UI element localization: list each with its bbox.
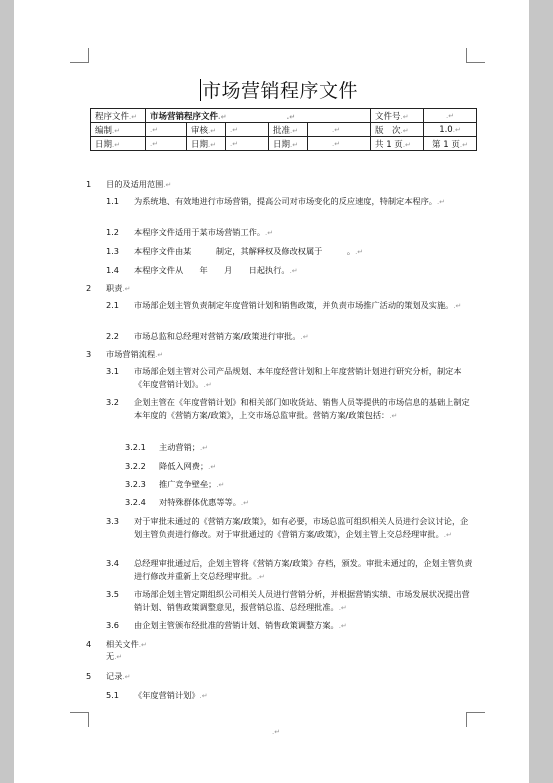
info-cell[interactable]: 编制.↵: [91, 123, 146, 137]
sub-clause-text: 对特殊群体优惠等等。.↵: [159, 497, 249, 507]
info-cell[interactable]: .↵: [226, 123, 269, 137]
info-cell[interactable]: .↵: [308, 123, 371, 137]
section-heading: 3: [86, 349, 92, 359]
section-heading: 4: [86, 639, 92, 649]
clause-text: 对于审批未通过的《营销方案/政策》，如有必要，市场总监可组织相关人员进行会议讨论，企划主管负责进行修改。对于审批通过的《营销方案/政策》，企划主管上交总经理审批。.↵: [134, 516, 469, 539]
info-cell[interactable]: 日期.↵: [187, 137, 226, 151]
clause-number: 1.2: [106, 227, 120, 237]
info-cell[interactable]: .↵: [226, 137, 269, 151]
sub-clause-text: 降低入网费；.↵: [159, 461, 217, 471]
clause-number: 3.5: [106, 589, 120, 599]
clause-text: 总经理审批通过后，企划主管将《营销方案/政策》存档，颁发。审批未通过的，企划主管负责进行修改并重新上交总经理审批。.↵: [134, 558, 473, 581]
clause-text: 市场部企划主管对公司产品规划、本年度经营计划和上年度营销计划进行研究分析，制定本《年度营销计划》。.↵: [134, 366, 462, 389]
info-cell[interactable]: 日期.↵: [269, 137, 308, 151]
clause-number: 5.1: [106, 690, 120, 700]
sub-clause-number: 3.2.3: [125, 479, 146, 489]
document-title[interactable]: 市场营销程序文件: [202, 80, 359, 102]
text-cursor: [200, 79, 201, 101]
sub-clause-number: 3.2.4: [125, 497, 146, 507]
section-heading: 2: [86, 283, 92, 293]
clause-text: 市场总监和总经理对营销方案/政策进行审批。.↵: [134, 331, 309, 341]
info-row-2: [91, 123, 477, 137]
clause-number: 3.1: [106, 366, 120, 376]
section-heading: 5: [86, 671, 92, 681]
clause-number: 3.2: [106, 397, 120, 407]
clause-number: 3.4: [106, 558, 120, 568]
info-row-3: [91, 137, 477, 151]
section-heading-text: 目的及适用范围.↵: [106, 179, 172, 189]
paragraph-text: 无.↵: [106, 651, 123, 661]
paragraph-mark: .↵: [272, 728, 281, 736]
sub-clause-number: 3.2.2: [125, 461, 146, 471]
clause-text: 本程序文件适用于某市场营销工作。.↵: [134, 227, 274, 237]
section-heading-text: 相关文件.↵: [106, 639, 147, 649]
clause-text: 由企划主管颁布经批准的营销计划、销售政策调整方案。.↵: [134, 620, 347, 630]
section-heading-text: 记录.↵: [106, 671, 131, 681]
info-cell[interactable]: 文件号.↵: [371, 109, 424, 123]
info-cell[interactable]: 1.0.↵: [424, 123, 477, 137]
section-heading: 1: [86, 179, 92, 189]
info-cell[interactable]: 共 1 页.↵: [371, 137, 424, 151]
clause-number: 3.6: [106, 620, 120, 630]
clause-text: 为系统地、有效地进行市场营销，提高公司对市场变化的反应速度，特制定本程序。.↵: [134, 196, 446, 206]
clause-text: 市场部企划主管负责制定年度营销计划和销售政策，并负责市场推广活动的策划及实施。.↵: [134, 300, 462, 310]
sub-clause-text: 主动营销；.↵: [159, 442, 209, 452]
info-cell[interactable]: 日期.↵: [91, 137, 146, 151]
info-table: [90, 108, 477, 151]
margin-corner-top-right: [466, 48, 485, 63]
info-cell[interactable]: 批准.↵: [269, 123, 308, 137]
clause-number: 2.1: [106, 300, 120, 310]
clause-text: 企划主管在《年度营销计划》和相关部门如收货站、销售人员等提供的市场信息的基础上制定本年度的《营销方案/政策》，上交市场总监审批。营销方案/政策包括：.↵: [134, 397, 470, 420]
info-cell[interactable]: .↵: [424, 109, 477, 123]
clause-number: 1.4: [106, 265, 120, 275]
margin-corner-top-left: [70, 48, 89, 63]
document-page: [14, 0, 529, 783]
section-heading-text: 市场营销流程.↵: [106, 349, 164, 359]
info-row-1: [91, 109, 477, 123]
info-cell[interactable]: .↵: [146, 123, 187, 137]
info-cell[interactable]: 版 次.↵: [371, 123, 424, 137]
clause-text: 《年度营销计划》.↵: [134, 690, 208, 700]
info-cell[interactable]: 第 1 页.↵: [424, 137, 477, 151]
info-cell[interactable]: 审核.↵: [187, 123, 226, 137]
clause-text: 市场部企划主管定期组织公司相关人员进行营销分析，并根据营销实绩、市场发展状况提出营销计划、销售政策调整意见，报营销总监、总经理批准。.↵: [134, 589, 470, 612]
info-cell[interactable]: .↵: [308, 137, 371, 151]
margin-corner-bottom-left: [70, 712, 89, 727]
sub-clause-text: 推广竞争壁垒；.↵: [159, 479, 225, 489]
clause-text: 本程序文件从 年 月 日起执行。.↵: [134, 265, 298, 275]
section-heading-text: 职责.↵: [106, 283, 131, 293]
clause-number: 1.3: [106, 246, 120, 256]
clause-number: 2.2: [106, 331, 120, 341]
clause-text: 本程序文件由某 制定，其解释权及修改权属于 。.↵: [134, 246, 364, 256]
info-cell[interactable]: .↵: [146, 137, 187, 151]
clause-number: 1.1: [106, 196, 120, 206]
info-cell[interactable]: 市场营销程序文件.↵ .↵: [146, 109, 371, 123]
sub-clause-number: 3.2.1: [125, 442, 146, 452]
info-cell[interactable]: 程序文件.↵: [91, 109, 146, 123]
clause-number: 3.3: [106, 516, 120, 526]
margin-corner-bottom-right: [466, 712, 485, 727]
